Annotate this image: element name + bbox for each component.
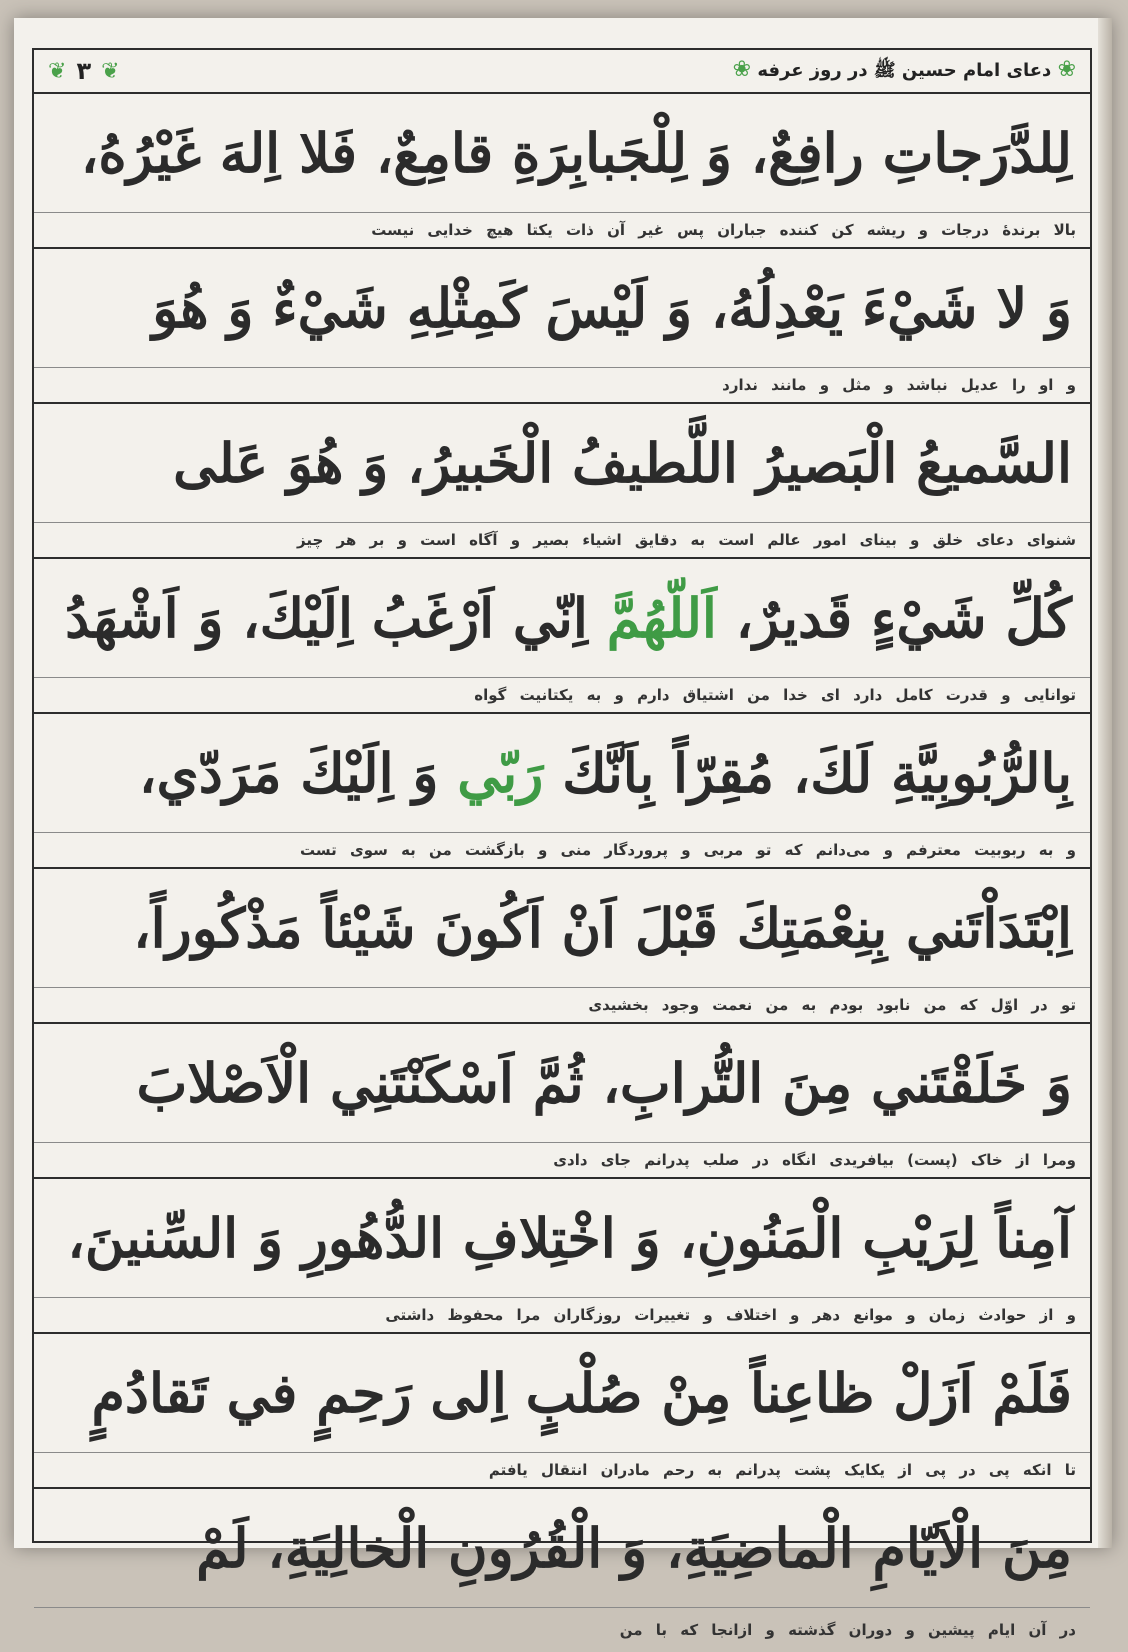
rabbi-highlight: رَبّي [457, 741, 544, 805]
arabic-text: وَ خَلَقْتَني مِنَ التُّرابِ، ثُمَّ اَسْكَنْتَنِي الْاَصْلابَ [136, 1051, 1072, 1115]
arabic-text: فَلَمْ اَزَلْ ظاعِناً مِنْ صُلْبٍ اِلى رَحِمٍ في تَقادُمٍ [91, 1361, 1072, 1425]
verse-line-9 [34, 1334, 1090, 1489]
arabic-text: اِبْتَدَاْتَني بِنِعْمَتِكَ قَبْلَ اَنْ اَكُونَ شَيْئاً مَذْكُوراً، [133, 896, 1072, 960]
leaf-ornament-icon: ❦ [48, 58, 67, 84]
page-header [34, 50, 1090, 94]
arabic-text: لِلدَّرَجاتِ رافِعٌ، وَ لِلْجَبابِرَةِ قامِعٌ، فَلا اِلهَ غَيْرُهُ، [80, 121, 1072, 185]
persian-translation: در آن ایام پیشین و دوران گذشته و ازانجا که با من [34, 1607, 1090, 1652]
verse-line-6 [34, 869, 1090, 1024]
arabic-text: السَّميعُ الْبَصيرُ اللَّطيفُ الْخَبيرُ، وَ هُوَ عَلى [173, 431, 1072, 495]
arabic-text: وَ لا شَيْءَ يَعْدِلُهُ، وَ لَيْسَ كَمِثْلِهِ شَيْءٌ وَ هُوَ [152, 276, 1072, 340]
verse-line-2 [34, 249, 1090, 404]
header-title-text: دعای امام حسین ﷺ در روز عرفه [757, 60, 1052, 81]
persian-translation: تا انکه پی در پی از یکایک پشت پدرانم به رحم مادران انتقال یافتم [34, 1452, 1090, 1487]
arabic-text: آمِناً لِرَيْبِ الْمَنُونِ، وَ اخْتِلافِ الدُّهُورِ وَ السِّنينَ، [67, 1206, 1072, 1270]
book-page [14, 18, 1112, 1639]
persian-translation: و از حوادث زمان و موانع دهر و اختلاف و تغییرات روزگاران مرا محفوظ داشتی [34, 1297, 1090, 1332]
verse-line-8 [34, 1179, 1090, 1334]
arabic-text-part: وَ اِلَيْكَ مَرَدّي، [139, 741, 439, 805]
page-number-block [48, 57, 120, 85]
verse-line-5 [34, 714, 1090, 869]
verse-line-3 [34, 404, 1090, 559]
persian-translation: توانایی و قدرت کامل دارد ای خدا من اشتیاق دارم و به یکتانیت گواه [34, 677, 1090, 712]
allahumma-highlight: اَللّهُمَّ [606, 586, 717, 650]
arabic-text-part: بِالرُّبُوبِيَّةِ لَكَ، مُقِرّاً بِاَنَّكَ [562, 741, 1072, 805]
arabic-text-part: اِنّي اَرْغَبُ اِلَيْكَ، وَ اَشْهَدُ [65, 586, 588, 650]
verse-line-1 [34, 94, 1090, 249]
persian-translation: و به ربوبیت معترفم و می‌دانم که تو مربی و پروردگار منی و بازگشت من به سوی تست [34, 832, 1090, 867]
leaf-ornament-icon: ❦ [101, 58, 120, 84]
persian-translation: ومرا از خاک (پست) بیافریدی انگاه در صلب پدرانم جای دادی [34, 1142, 1090, 1177]
arabic-text-part: كُلِّ شَيْءٍ قَديرٌ، [735, 586, 1072, 650]
arabic-text: مِنَ الْاَيّامِ الْماضِيَةِ، وَ الْقُرُونِ الْخالِيَةِ، لَمْ [196, 1516, 1072, 1580]
verse-line-4 [34, 559, 1090, 714]
page-edge [1098, 18, 1112, 1548]
persian-translation: شنوای دعای خلق و بینای امور عالم است به دقایق اشیاء بصیر و آگاه است و بر هر چیز [34, 522, 1090, 557]
arabic-text [34, 559, 1090, 677]
verse-line-7 [34, 1024, 1090, 1179]
verse-line-10 [34, 1489, 1090, 1652]
header-title [733, 57, 1076, 85]
page-frame [32, 48, 1092, 1639]
page-number: ۳ [76, 57, 92, 85]
flower-ornament-icon: ❀ [1057, 57, 1076, 82]
arabic-text [34, 714, 1090, 832]
persian-translation: و او را عدیل نباشد و مثل و مانند ندارد [34, 367, 1090, 402]
flower-ornament-icon: ❀ [732, 57, 752, 82]
persian-translation: تو در اوّل که من نابود بودم به من نعمت وجود بخشیدی [34, 987, 1090, 1022]
persian-translation: بالا برندهٔ درجات و ریشه کن کننده جباران پس غیر آن ذات یکتا هیچ خدایی نیست [34, 212, 1090, 247]
